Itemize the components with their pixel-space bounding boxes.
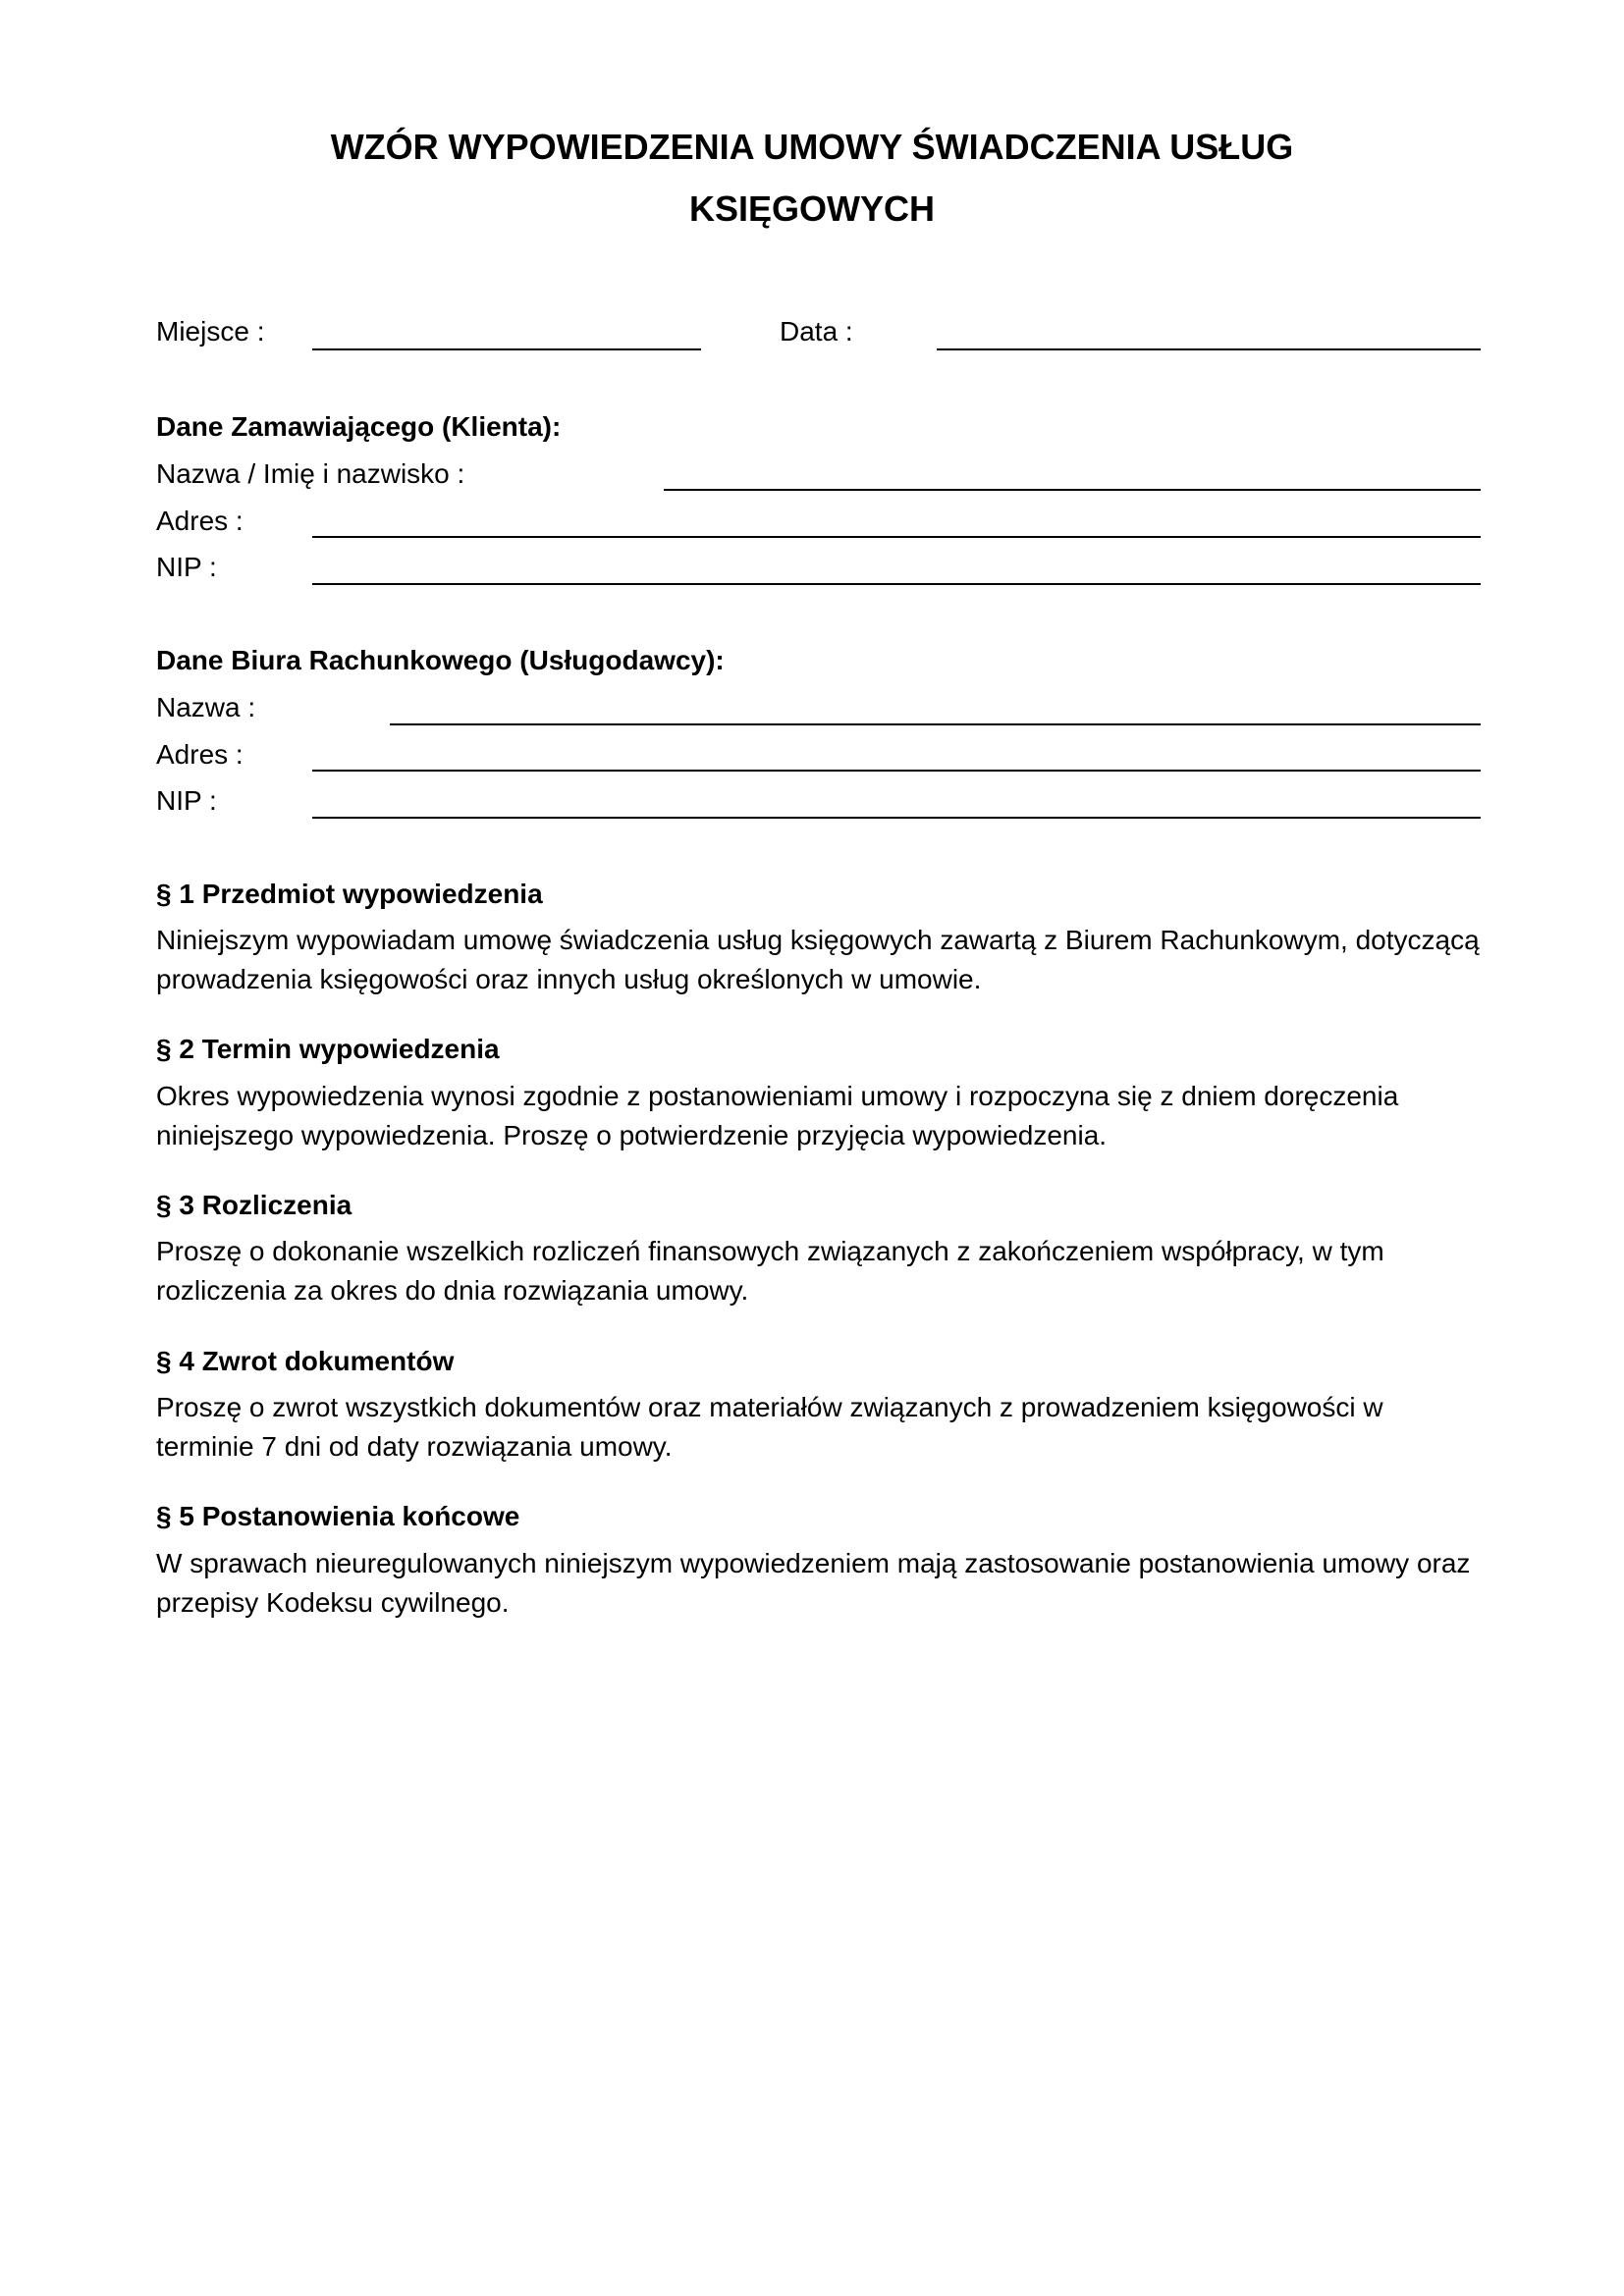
provider-name-field[interactable] bbox=[390, 723, 1481, 725]
section-2-text bbox=[156, 1077, 1491, 1155]
client-nip-label: NIP : bbox=[156, 552, 217, 582]
section-1-heading: § 1 Przedmiot wypowiedzenia bbox=[156, 879, 543, 909]
client-heading: Dane Zamawiającego (Klienta): bbox=[156, 411, 562, 442]
client-name-label: Nazwa / Imię i nazwisko : bbox=[156, 458, 465, 489]
section-3-text bbox=[156, 1232, 1491, 1310]
section-2-line-1: Okres wypowiedzenia wynosi zgodnie z postanowieniami umowy i rozpoczyna się z dniem doręczenia bbox=[156, 1081, 1399, 1111]
section-2-heading: § 2 Termin wypowiedzenia bbox=[156, 1034, 500, 1064]
section-2-line-2: niniejszego wypowiedzenia. Proszę o potwierdzenie przyjęcia wypowiedzenia. bbox=[156, 1120, 1108, 1150]
document-title-line-2: KSIĘGOWYCH bbox=[688, 188, 935, 229]
section-1-text bbox=[156, 921, 1491, 999]
section-4-text bbox=[156, 1388, 1491, 1467]
document-title bbox=[157, 116, 1467, 240]
client-address-field[interactable] bbox=[312, 536, 1481, 538]
provider-nip-label: NIP : bbox=[156, 785, 217, 816]
section-1-line-2: prowadzenia księgowości oraz innych usług określonych w umowie. bbox=[156, 964, 982, 994]
provider-nip-field[interactable] bbox=[312, 817, 1481, 819]
section-3-line-2: rozliczenia za okres do dnia rozwiązania umowy. bbox=[156, 1275, 749, 1306]
section-4-line-1: Proszę o zwrot wszystkich dokumentów oraz materiałów związanych z prowadzeniem księgowości w bbox=[156, 1392, 1383, 1422]
place-label: Miejsce : bbox=[156, 316, 265, 347]
provider-heading: Dane Biura Rachunkowego (Usługodawcy): bbox=[156, 645, 725, 675]
section-4-line-2: terminie 7 dni od daty rozwiązania umowy. bbox=[156, 1431, 673, 1462]
date-field[interactable] bbox=[937, 348, 1481, 350]
section-4-heading: § 4 Zwrot dokumentów bbox=[156, 1346, 455, 1376]
provider-name-label: Nazwa : bbox=[156, 692, 256, 722]
place-field[interactable] bbox=[312, 348, 701, 350]
section-3-line-1: Proszę o dokonanie wszelkich rozliczeń finansowych związanych z zakończeniem współpracy, w tym bbox=[156, 1236, 1384, 1266]
provider-address-field[interactable] bbox=[312, 770, 1481, 772]
section-5-text bbox=[156, 1544, 1491, 1623]
section-1-line-1: Niniejszym wypowiadam umowę świadczenia usług księgowych zawartą z Biurem Rachunkowym, dotyczącą bbox=[156, 925, 1480, 955]
section-5-line-1: W sprawach nieuregulowanych niniejszym wypowiedzeniem mają zastosowanie postanowienia umowy oraz bbox=[156, 1548, 1471, 1578]
client-nip-field[interactable] bbox=[312, 583, 1481, 585]
client-address-label: Adres : bbox=[156, 506, 244, 536]
provider-address-label: Adres : bbox=[156, 739, 244, 770]
section-3-heading: § 3 Rozliczenia bbox=[156, 1190, 352, 1220]
date-label: Data : bbox=[780, 316, 853, 347]
section-5-line-2: przepisy Kodeksu cywilnego. bbox=[156, 1587, 510, 1618]
document-title-line-1: WZÓR WYPOWIEDZENIA UMOWY ŚWIADCZENIA USŁUG bbox=[330, 127, 1294, 167]
section-5-heading: § 5 Postanowienia końcowe bbox=[156, 1501, 520, 1531]
client-name-field[interactable] bbox=[664, 489, 1481, 491]
